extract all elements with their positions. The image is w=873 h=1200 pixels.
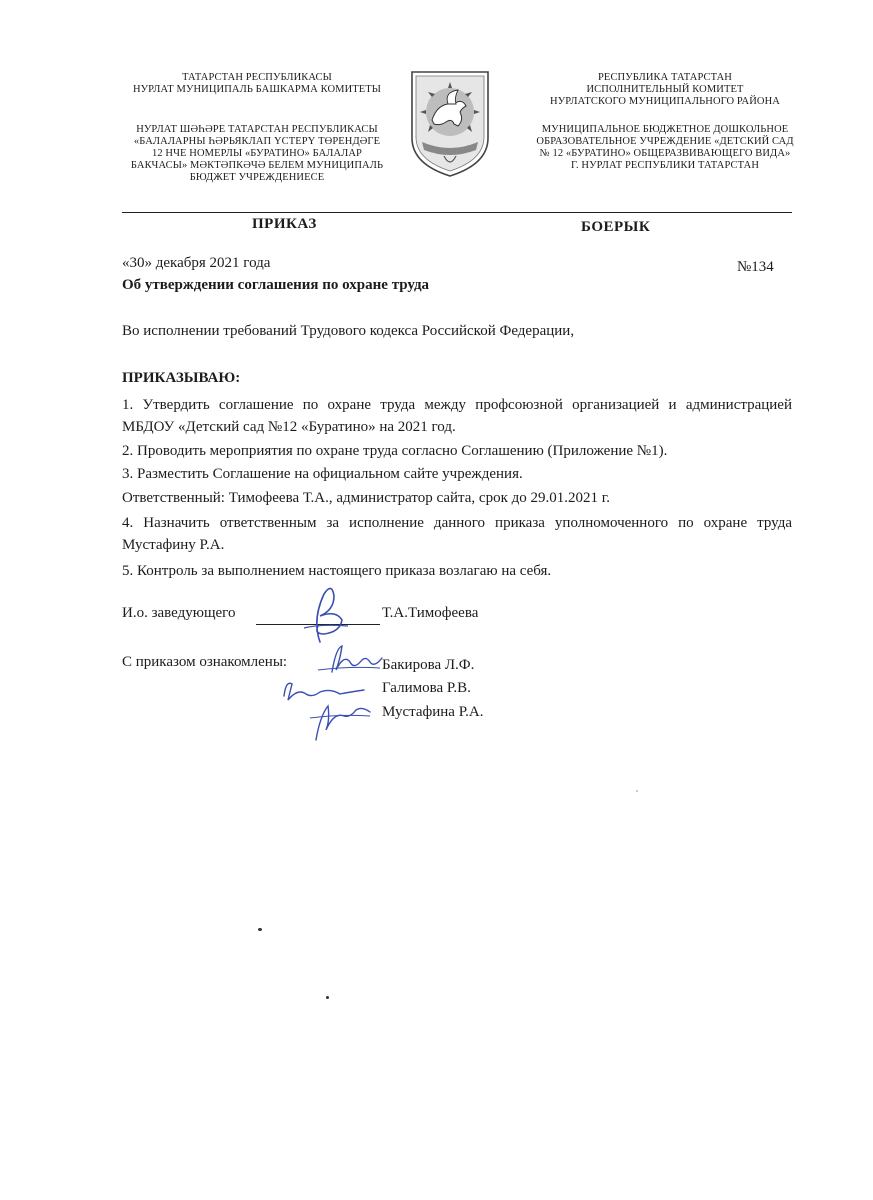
order-item-4: 4. Назначить ответственным за исполнение данного приказа уполномоченного по охране труда Мустафину Р.А.: [122, 515, 792, 553]
acknowledgement-signatures: [270, 640, 390, 745]
tatarstan-coat-of-arms-icon: [404, 68, 496, 180]
order-item-2: 2. Проводить мероприятия по охране труда согласно Соглашению (Приложение №1).: [122, 443, 668, 459]
header-line: НУРЛАТСКОГО МУНИЦИПАЛЬНОГО РАЙОНА: [550, 96, 780, 107]
preamble: Во исполнении требований Трудового кодекса Российской Федерации,: [122, 323, 575, 339]
doc-type-russian: ПРИКАЗ: [252, 216, 317, 232]
signatory-role: И.о. заведующего: [122, 605, 236, 621]
doc-type-tatar: БОЕРЫК: [581, 219, 651, 235]
header-line: «БАЛАЛАРНЫ ҺӘРЬЯКЛАП ҮСТЕРҮ ТӨРЕНДӘГЕ: [133, 136, 381, 147]
header-line: БАКЧАСЫ» МӘКТӘПКӘЧӘ БЕЛЕМ МУНИЦИПАЛЬ: [130, 160, 384, 171]
header-line: БЮДЖЕТ УЧРЕЖДЕНИЕСЕ: [189, 172, 325, 183]
acknowledged-person: Бакирова Л.Ф.: [382, 657, 475, 673]
document-date: «30» декабря 2021 года: [122, 255, 271, 271]
header-left-bottom: [112, 124, 402, 184]
document-number: №134: [737, 259, 774, 275]
header-line: МУНИЦИПАЛЬНОЕ БЮДЖЕТНОЕ ДОШКОЛЬНОЕ: [541, 124, 789, 135]
header-line: НУРЛАТ МУНИЦИПАЛЬ БАШКАРМА КОМИТЕТЫ: [132, 84, 382, 95]
acknowledged-person: Мустафина Р.А.: [382, 704, 484, 720]
order-item-5: 5. Контроль за выполнением настоящего приказа возлагаю на себя.: [122, 563, 552, 579]
scan-speck: [636, 790, 638, 792]
document-subject: Об утверждении соглашения по охране труда: [122, 277, 430, 293]
signatory-name: Т.А.Тимофеева: [382, 605, 479, 621]
header-right-top: [520, 72, 810, 108]
order-keyword: ПРИКАЗЫВАЮ:: [122, 370, 241, 386]
header-line: ОБРАЗОВАТЕЛЬНОЕ УЧРЕЖДЕНИЕ «ДЕТСКИЙ САД: [536, 136, 794, 147]
acknowledged-person: Галимова Р.В.: [382, 680, 471, 696]
acknowledgement-label: С приказом ознакомлены:: [122, 654, 288, 670]
header-left-top: [112, 72, 402, 96]
header-line: Г. НУРЛАТ РЕСПУБЛИКИ ТАТАРСТАН: [570, 160, 760, 171]
order-item-3: 3. Разместить Соглашение на официальном сайте учреждения.: [122, 466, 523, 482]
header-line: 12 НЧЕ НОМЕРЛЫ «БУРАТИНО» БАЛАЛАР: [152, 148, 362, 159]
header-line: НУРЛАТ ШӘҺӘРЕ ТАТАРСТАН РЕСПУБЛИКАСЫ: [136, 124, 378, 135]
scan-speck: [326, 996, 329, 999]
header-line: ТАТАРСТАН РЕСПУБЛИКАСЫ: [182, 72, 332, 83]
header-right-bottom: [520, 124, 810, 172]
header-line: РЕСПУБЛИКА ТАТАРСТАН: [597, 72, 732, 83]
order-item-1: 1. Утвердить соглашение по охране труда между профсоюзной организацией и администрацией МБДОУ «Детский сад №12 «Буратино» на 2021 год.: [122, 397, 792, 435]
header-divider: [122, 212, 792, 213]
responsible-note: Ответственный: Тимофеева Т.А., администратор сайта, срок до 29.01.2021 г.: [122, 490, 610, 506]
scan-speck: [258, 928, 262, 931]
header-line: № 12 «БУРАТИНО» ОБЩЕРАЗВИВАЮЩЕГО ВИДА»: [539, 148, 791, 159]
header-line: ИСПОЛНИТЕЛЬНЫЙ КОМИТЕТ: [586, 84, 744, 95]
